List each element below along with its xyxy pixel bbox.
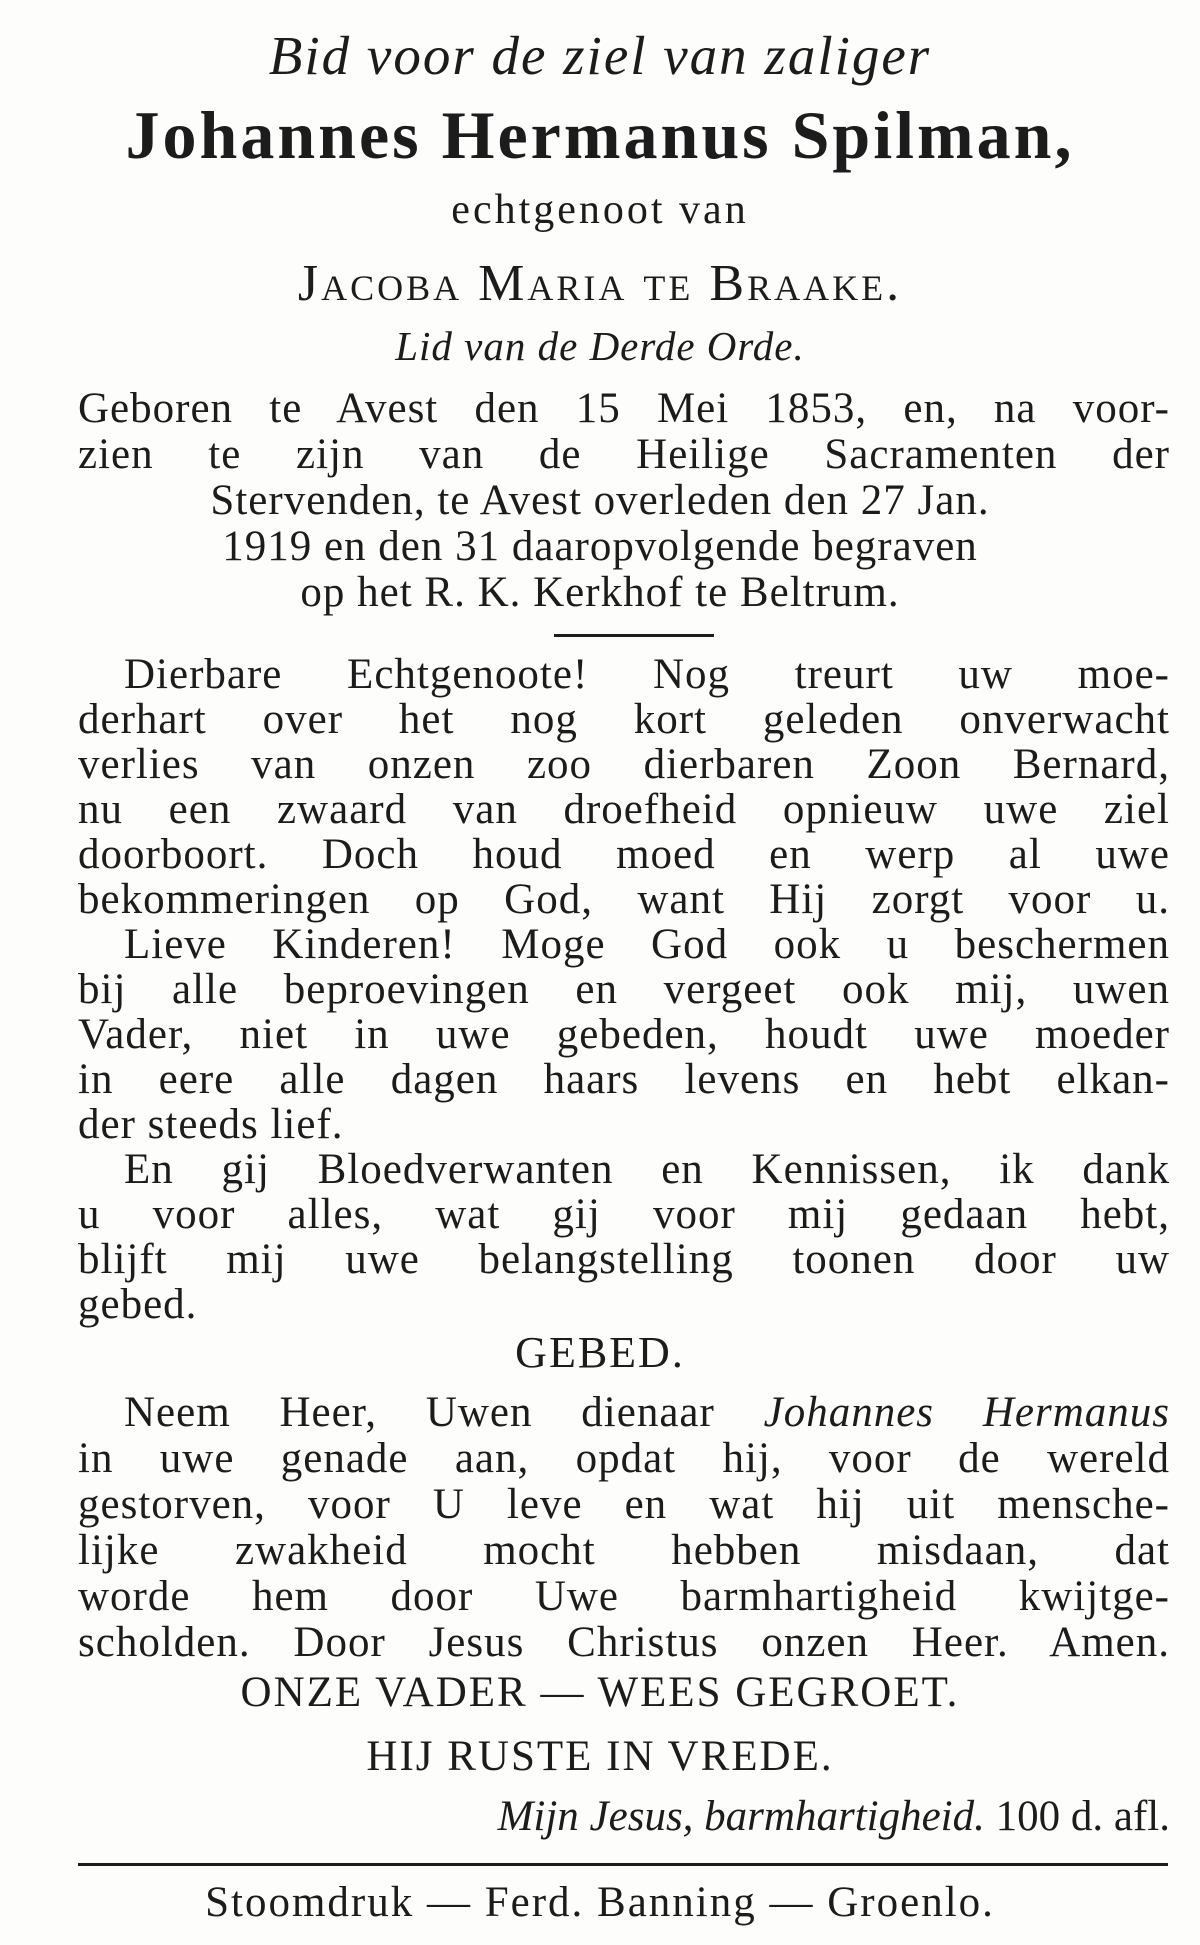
- message-line: Vader, niet in uwe gebeden, houdt uwe moeder: [78, 1011, 1170, 1058]
- message-line: En gij Bloedverwanten en Kennissen, ik dank: [124, 1146, 1170, 1193]
- prayer-line: [124, 1390, 1170, 1436]
- biography-line: op het R. K. Kerkhof te Beltrum.: [300, 569, 900, 616]
- prayer-line: scholden. Door Jesus Christus onzen Heer. Amen.: [78, 1619, 1170, 1666]
- third-order-line: Lid van de Derde Orde.: [395, 323, 805, 369]
- section-divider: [554, 634, 714, 637]
- message-line: Dierbare Echtgenoote! Nog treurt uw moe-: [124, 651, 1170, 698]
- message-line: Lieve Kinderen! Moge God ook u beschermen: [124, 921, 1170, 968]
- indulgence-days: 100 d. afl.: [984, 1793, 1170, 1840]
- message-line: blijft mij uwe belangstelling toonen door uw: [78, 1236, 1170, 1283]
- closing-prayers: ONZE VADER — WEES GEGROET.: [240, 1669, 960, 1716]
- biography-line: 1919 en den 31 daaropvolgende begraven: [222, 523, 978, 570]
- prayer-deceased-name: Johannes Hermanus: [763, 1389, 1170, 1436]
- message-line: verlies van onzen zoo dierbaren Zoon Bernard,: [78, 741, 1170, 788]
- message-line: bij alle beproevingen en vergeet ook mij, uwen: [78, 966, 1170, 1013]
- message-line: in eere alle dagen haars levens en hebt elkan-: [78, 1056, 1170, 1103]
- message-line: derhart over het nog kort geleden onverwacht: [78, 696, 1170, 743]
- message-line: gebed.: [78, 1281, 198, 1328]
- prayer-line-prefix: Neem Heer, Uwen dienaar: [124, 1389, 764, 1436]
- prayer-heading: GEBED.: [515, 1328, 685, 1377]
- biography-line: zien te zijn van de Heilige Sacramenten der: [78, 431, 1170, 478]
- spouse-name: Jacoba Maria te Braake.: [297, 255, 903, 312]
- indulgence-prayer: Mijn Jesus, barmhartigheid.: [497, 1793, 985, 1840]
- header-title: Bid voor de ziel van zaliger: [268, 25, 932, 86]
- footer-divider: [78, 1863, 1168, 1866]
- message-line: doorboort. Doch houd moed en werp al uwe: [78, 831, 1170, 878]
- message-line: bekommeringen op God, want Hij zorgt voor u.: [78, 876, 1170, 923]
- message-line: der steeds lief.: [78, 1101, 344, 1148]
- prayer-line: lijke zwakheid mocht hebben misdaan, dat: [78, 1527, 1170, 1574]
- rest-in-peace: HIJ RUSTE IN VREDE.: [366, 1733, 834, 1780]
- prayer-line: gestorven, voor U leve en wat hij uit mensche-: [78, 1481, 1170, 1528]
- spouse-intro: echtgenoot van: [451, 187, 749, 233]
- indulgence-line: [320, 1792, 1170, 1841]
- biography-line: Geboren te Avest den 15 Mei 1853, en, na voor-: [78, 385, 1170, 432]
- prayer-line: in uwe genade aan, opdat hij, voor de wereld: [78, 1435, 1170, 1482]
- prayer-line: worde hem door Uwe barmhartigheid kwijtge-: [78, 1573, 1170, 1620]
- deceased-name: Johannes Hermanus Spilman,: [125, 97, 1075, 173]
- printer-credit: Stoomdruk — Ferd. Banning — Groenlo.: [205, 1879, 995, 1926]
- biography-line: Stervenden, te Avest overleden den 27 Jan.: [210, 477, 990, 524]
- message-line: nu een zwaard van droefheid opnieuw uwe ziel: [78, 786, 1170, 833]
- message-line: u voor alles, wat gij voor mij gedaan hebt,: [78, 1191, 1170, 1238]
